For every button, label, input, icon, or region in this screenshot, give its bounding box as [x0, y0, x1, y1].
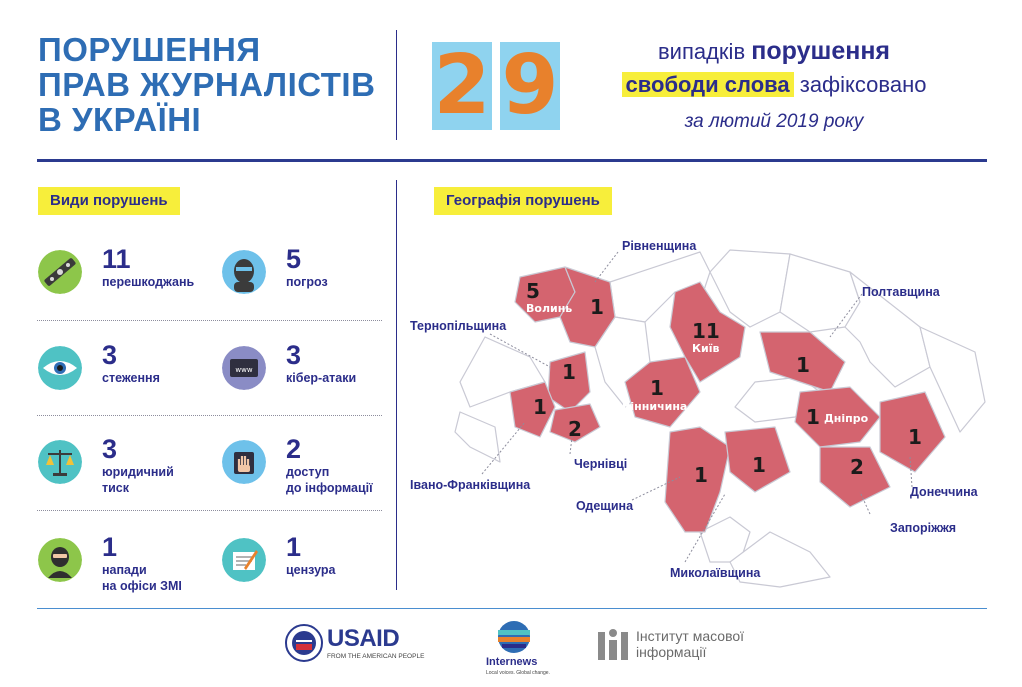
region-count: 1 — [650, 376, 664, 400]
stat-count: 3 — [286, 340, 302, 370]
geo-label: Географія порушень — [434, 187, 612, 215]
stat-count: 3 — [102, 340, 118, 370]
region-count: 2 — [568, 417, 582, 441]
ukraine-map — [400, 232, 1000, 592]
headline — [604, 36, 944, 137]
types-label: Види порушень — [38, 187, 180, 215]
hand-stop-icon — [222, 440, 266, 484]
usaid-tagline: FROM THE AMERICAN PEOPLE — [327, 653, 425, 660]
pen-document-icon — [222, 538, 266, 582]
usaid-wordmark: USAID — [327, 625, 400, 652]
region-count: 1 — [908, 425, 922, 449]
region-name: Дніпро — [824, 412, 869, 425]
internews-wordmark: Internews — [486, 656, 538, 668]
region-count: 1 — [752, 453, 766, 477]
region-zakarpattia — [455, 412, 500, 462]
stat-label: погроз — [286, 275, 328, 289]
region-count: 1 — [533, 395, 547, 419]
stat-label: кібер-атаки — [286, 371, 357, 385]
dotted-separator — [37, 320, 382, 321]
callout-label: Донеччина — [910, 485, 978, 499]
masked-face-icon — [222, 250, 266, 294]
imi-mark-icon — [596, 626, 630, 662]
stat-label: перешкоджань — [102, 275, 195, 289]
region-count: 2 — [850, 455, 864, 479]
stat-count: 5 — [286, 244, 302, 274]
region-count: 1 — [590, 295, 604, 319]
scales-icon — [38, 440, 82, 484]
callout-label: Івано-Франківщина — [410, 478, 531, 492]
stat-count: 3 — [102, 434, 118, 464]
section-divider — [396, 180, 397, 590]
callout-label: Тернопільщина — [410, 319, 507, 333]
header-rule — [37, 159, 987, 162]
title-line-3: В УКРАЇНІ — [38, 101, 202, 138]
region-count: 1 — [806, 405, 820, 429]
callout-label: Полтавщина — [862, 285, 940, 299]
callout-label: Рівненщина — [622, 239, 697, 253]
internews-tagline: Local voices. Global change. — [486, 670, 550, 676]
region-name: Вінничина — [622, 400, 688, 413]
camera-strap-icon — [38, 250, 82, 294]
region-count: 1 — [562, 360, 576, 384]
total-digit-1: 2 — [433, 38, 491, 133]
dotted-separator — [37, 510, 382, 511]
stat-count: 1 — [286, 532, 302, 562]
headline-plain-2: зафіксовано — [799, 72, 927, 97]
region-count: 1 — [694, 463, 708, 487]
eye-icon — [38, 346, 82, 390]
stat-label: напади на офіси ЗМІ — [102, 563, 182, 593]
title-line-2: ПРАВ ЖУРНАЛІСТІВ — [38, 66, 376, 103]
title-line-1: ПОРУШЕННЯ — [38, 31, 261, 68]
callout-label: Одещина — [576, 499, 634, 513]
region-count: 1 — [796, 353, 810, 377]
headline-highlight: свободи слова — [622, 72, 794, 97]
stat-label: цензура — [286, 563, 336, 577]
callout-label: Миколаївщина — [670, 566, 761, 580]
stat-label: стеження — [102, 371, 160, 385]
header-divider — [396, 30, 397, 140]
stat-count: 2 — [286, 434, 302, 464]
region-count: 11 — [692, 319, 720, 343]
headline-plain-1: випадків — [657, 39, 746, 64]
balaclava-icon — [38, 538, 82, 582]
headline-period: за лютий 2019 року — [684, 111, 864, 132]
stat-label: юридичний тиск — [102, 465, 174, 495]
dotted-separator — [37, 415, 382, 416]
usaid-seal-icon — [285, 624, 323, 662]
stat-count: 11 — [102, 244, 131, 274]
www-browser-icon — [222, 346, 266, 390]
internews-globe-icon — [492, 620, 536, 654]
stat-label: доступ до інформації — [286, 465, 373, 495]
region-name: Волинь — [526, 302, 573, 315]
footer-rule — [37, 608, 987, 609]
imi-line-2: інформації — [636, 644, 707, 660]
headline-bold: порушення — [751, 37, 891, 65]
region-count: 5 — [526, 279, 540, 303]
page-title — [38, 32, 375, 137]
region-name: Київ — [692, 342, 720, 355]
callout-label: Запоріжжя — [890, 521, 957, 535]
imi-line-1: Інститут масової — [636, 628, 745, 644]
callout-label: Чернівці — [574, 457, 628, 471]
stat-count: 1 — [102, 532, 118, 562]
total-digit-2: 9 — [501, 38, 559, 133]
region-sumy — [780, 254, 860, 332]
svg-text:www: www — [235, 366, 253, 374]
